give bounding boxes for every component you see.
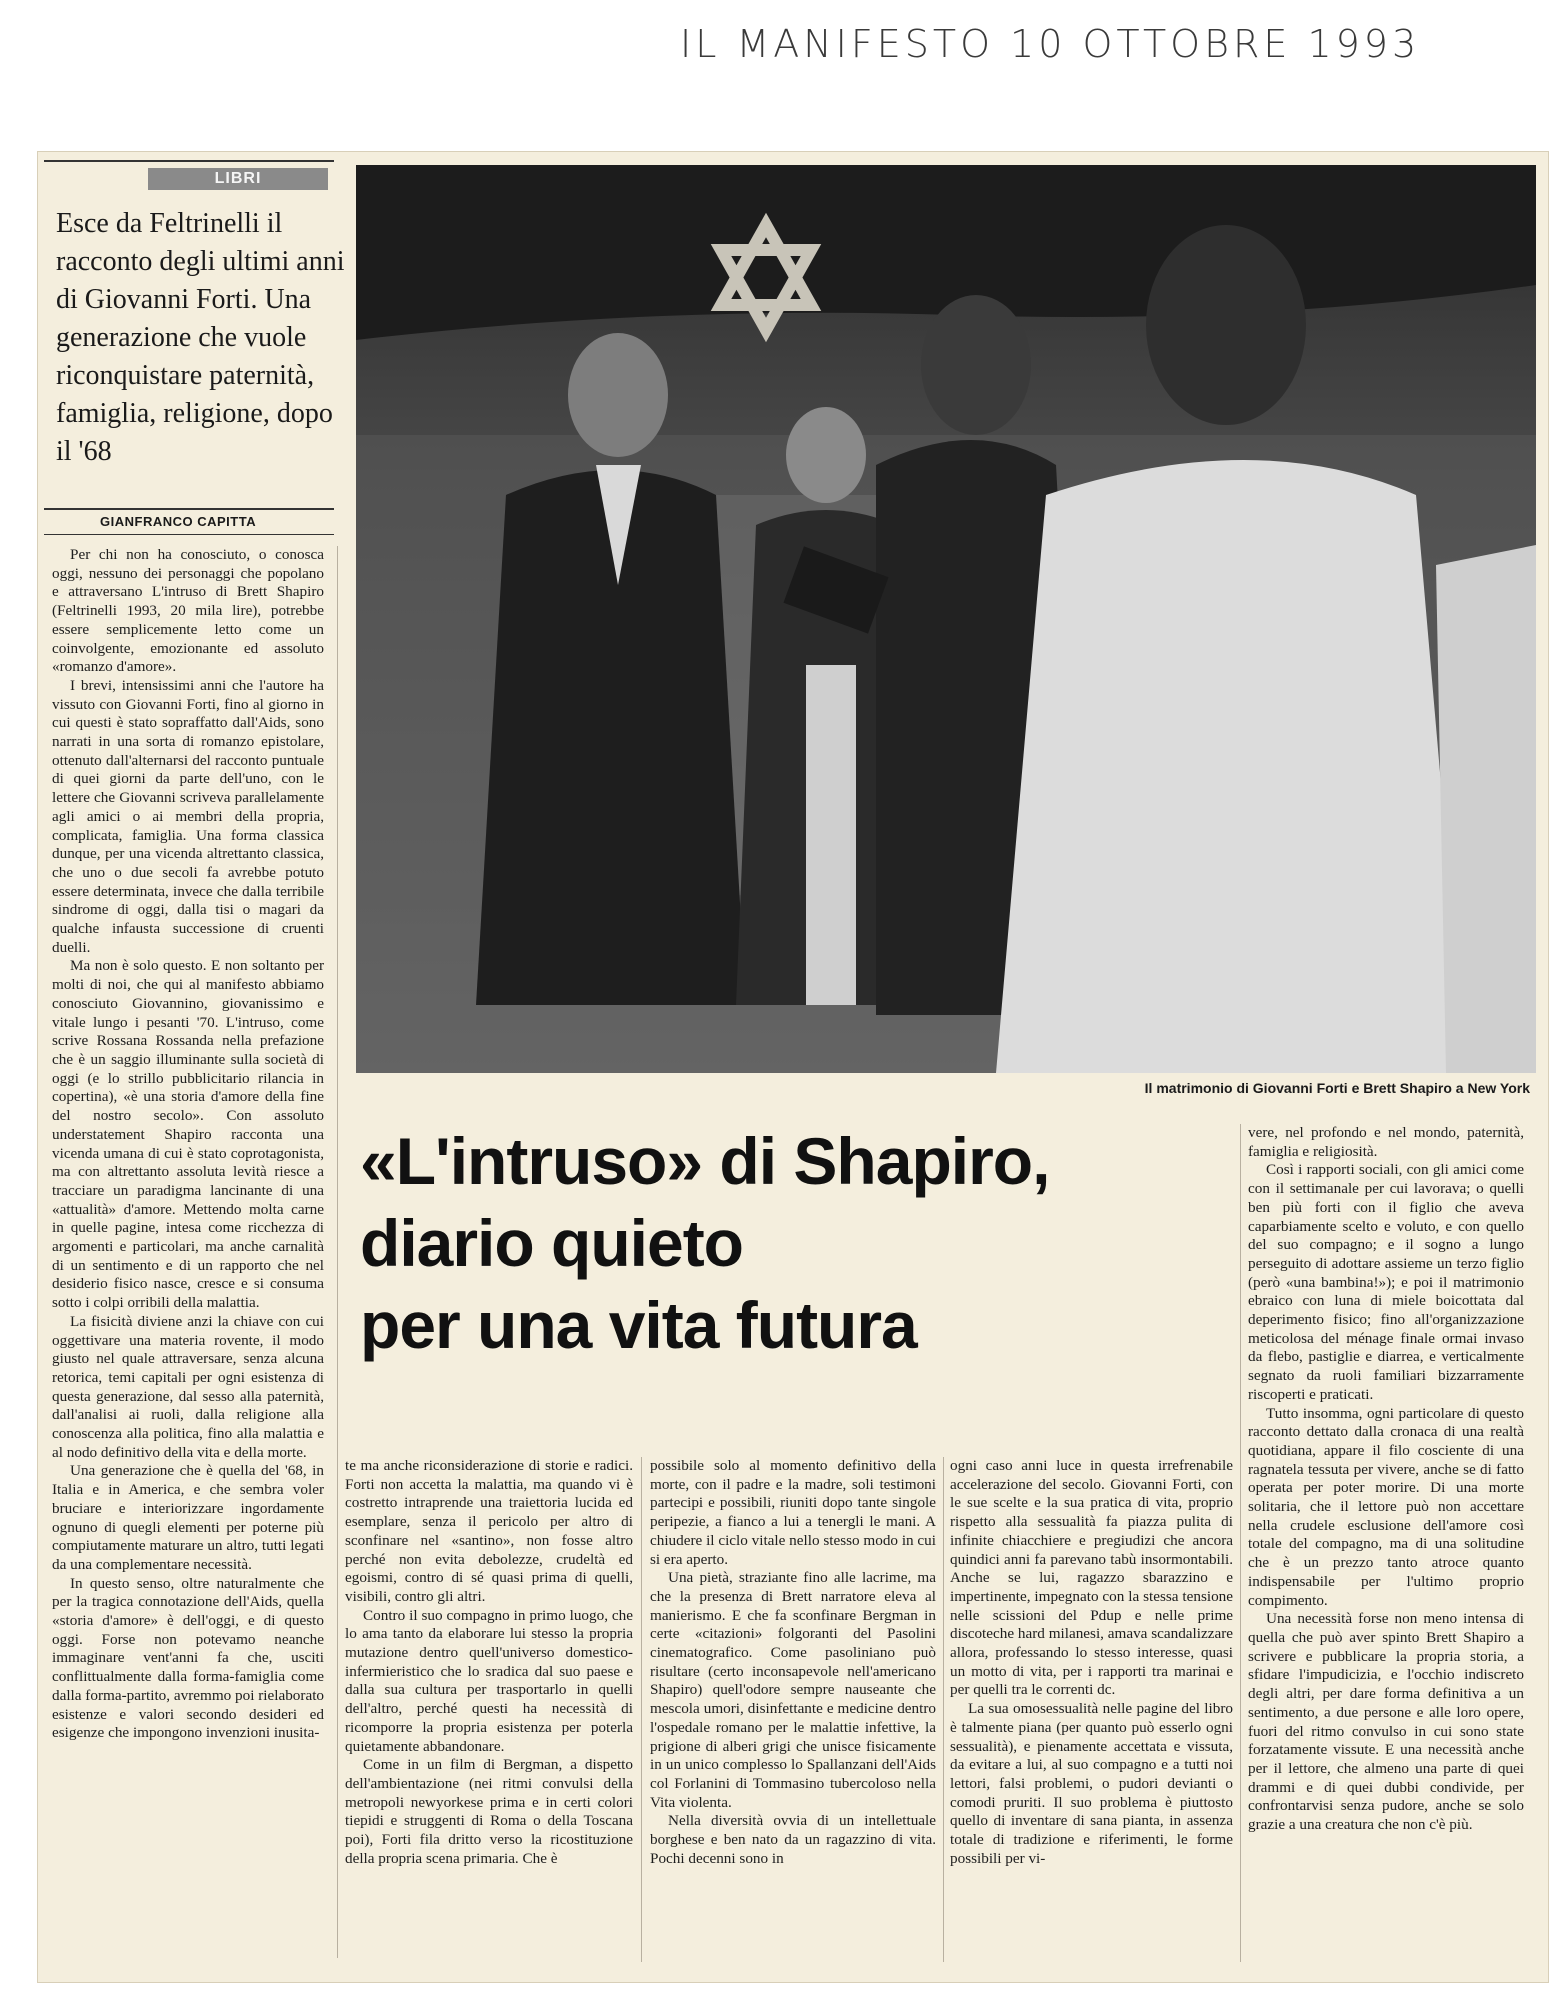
text-column-2 bbox=[345, 1457, 633, 1962]
headline-line-1: «L'intruso» di Shapiro, bbox=[360, 1124, 1050, 1198]
headline bbox=[360, 1120, 1240, 1366]
text-column-1 bbox=[52, 546, 324, 1958]
article-paragraph: I brevi, intensissimi anni che l'autore ha vissuto con Giovanni Forti, fino al giorno in cui questi è stato sopraffatto dall'Aids, sono narrati in una sorta di romanzo epistolare, ottenuto dall'alternarsi del racconto puntuale di quei giorni da parte dell'uno, con le lettere che Giovanni scriveva parallelamente agli amici o ai membri della propria, complicata, famiglia. Una forma classica dunque, per una vicenda altrettanto classica, che uno o due secoli fa avrebbe potuto essere determinata, invece che dalla terribile sindrome di oggi, dalla tisi o magari da qualche infausta successione di cruenti duelli. bbox=[52, 676, 324, 956]
article-paragraph: Una pietà, straziante fino alle lacrime, ma che la presenza di Brett narratore eleva al manierismo. E che fa sconfinare Bergman in certe «citazioni» folgoranti del Pasolini cinematografico. Come pasoliniano può risultare (certo inconsapevole nell'americano Shapiro) quell'odore sempre nauseante che mescola umori, disinfettante e medicine dentro l'ospedale romano per le malattie infettive, la prigione di alberi grigi che unisce fisicamente in un unico complesso lo Spallanzani dell'Aids col Forlanini di Tommasino tubercoloso nella Vita violenta. bbox=[650, 1569, 936, 1811]
handwritten-date-note: IL MANIFESTO 10 OTTOBRE 1993 bbox=[680, 22, 1421, 66]
article-paragraph: possibile solo al momento definitivo della morte, con il padre e la madre, soli testimoni partecipi e possibili, riuniti dopo tante singole peripezie, a fianco a lui a tenergli le mani. A chiudere il ciclo vitale nello stesso modo in cui si era aperto. bbox=[650, 1457, 936, 1568]
article-paragraph: La fisicità diviene anzi la chiave con cui oggettivare una materia rovente, il modo giusto nel quale attraversare, senza alcuna retorica, temi capitali per ogni esistenza di questa generazione, dal sesso alla paternità, dall'analisi ai ruoli, dalla religione alla conoscenza alla politica, fino alla malattia e al nodo definitivo della vita e della morte. bbox=[52, 1312, 324, 1461]
text-column-4 bbox=[950, 1457, 1233, 1962]
article-paragraph: vere, nel profondo e nel mondo, paternità, famiglia e religiosità. bbox=[1248, 1124, 1524, 1160]
section-tag: LIBRI bbox=[148, 168, 328, 190]
wedding-photo bbox=[356, 165, 1536, 1073]
article-paragraph: Per chi non ha conosciuto, o conosca oggi, nessuno dei personaggi che popolano e attraversano L'intruso di Brett Shapiro (Feltrinelli 1993, 20 mila lire), potrebbe essere semplicemente letto come un coinvolgente, emozionante ed assoluto «romanzo d'amore». bbox=[52, 546, 324, 676]
article-paragraph: Tutto insomma, ogni particolare di questo racconto dettato dalla cronaca di una realtà quotidiana, appare il filo cosciente di una ragnatela tessuta per vivere, anche se di fatto operata per poter morire. Di una morte solitaria, che il lettore può non accettare nella crudele esclusione dell'amore così totale del compagno, ma di una solitudine che è un prezzo tanto atroce quanto indispensabile per l'ultimo proprio compimento. bbox=[1248, 1404, 1524, 1609]
article-paragraph: Come in un film di Bergman, a dispetto dell'ambientazione (nei ritmi convulsi della metropoli newyorkese prima e in certi colori tiepidi e struggenti di Roma o della Toscana poi), Forti fila dritto verso la ricostituzione della propria scena primaria. Che è bbox=[345, 1756, 633, 1867]
column-divider bbox=[943, 1457, 944, 1962]
article-paragraph: Una necessità forse non meno intensa di quella che può aver spinto Brett Shapiro a scrivere e pubblicare la propria storia, a sfidare l'impudicizia, e l'occhio indiscreto degli altri, per dare forma definitiva a un sentimento, a due persone e alle loro opere, fuori del ritmo convulso in cui sono state forzatamente vissute. E una necessità anche per il lettore, che almeno una parte di quei drammi e di quei dubbi condivide, per confrontarvisi senza pudore, anche se solo grazie a una creatura che non c'è più. bbox=[1248, 1610, 1524, 1834]
article-paragraph: Una generazione che è quella del '68, in Italia e in America, e che sembra voler bruciare e interiorizzare ingordamente ognuno di quegli elementi per poterne più compiutamente maturare un altro, tutti legati da una complementare necessità. bbox=[52, 1462, 324, 1573]
article-paragraph: Contro il suo compagno in primo luogo, che lo ama tanto da elaborare lui stesso la propria mutazione dentro quell'universo domestico-infermieristico che lo sradica dal suo paese e dalla sua cultura per trasportarlo in quelli dell'altro, perché questi ha necessità di ricomporre la propria esistenza per poterla quietamente abbandonare. bbox=[345, 1606, 633, 1755]
text-column-5 bbox=[1248, 1124, 1524, 1962]
column-divider bbox=[337, 546, 338, 1958]
headline-line-2: diario quieto bbox=[360, 1206, 743, 1280]
article-paragraph: Ma non è solo questo. E non soltanto per molti di noi, che qui al manifesto abbiamo conosciuto Giovannino, giovanissimo e vitale lungo i pesanti '70. L'intruso, come scrive Rossana Rossanda nella prefazione che è un saggio illuminante sulla società di oggi (e lo strillo pubblicitario rilancia in copertina), «è una storia d'amore della fine del nostro secolo». Con assoluto understatement Shapiro racconta una vicenda umana di cui è stato coprotagonista, ma con altrettanto assoluta levità riesce a tracciare un paradigma lancinante di una «attualità» d'amore. Mettendo molta carne in quelle pagine, intesa come ricchezza di argomenti e particolari, ma anche carnalità di un sentimento e di un rapporto che nel desiderio fisico nasce, cresce e si consuma sotto i colpi orribili della malattia. bbox=[52, 957, 324, 1312]
article-paragraph: te ma anche riconsiderazione di storie e radici. Forti non accetta la malattia, ma quando vi è costretto intraprende una traiettoria lucida ed esemplare, senza il pericolo per altro di sconfinare nel «santino», non fosse altro perché non evita debolezze, crudeltà ed egoismi, contro di sé quasi prima di quelli, visibili, contro gli altri. bbox=[345, 1457, 633, 1605]
article-paragraph: Nella diversità ovvia di un intellettuale borghese e ben nato da un ragazzino di vita. Pochi decenni sono in bbox=[650, 1812, 936, 1867]
byline-rule bbox=[44, 534, 334, 535]
byline: GIANFRANCO CAPITTA bbox=[100, 514, 257, 529]
text-column-3 bbox=[650, 1457, 936, 1962]
column-divider bbox=[1240, 1124, 1241, 1962]
article-paragraph: ogni caso anni luce in questa irrefrenabile accelerazione del secolo. Giovanni Forti, con le sue scelte e la sua pratica di vita, proprio rispetto alla sessualità fa piazza pulita di infinite chiacchiere e pregiudizi che ancora quindici anni fa parevano tabù insormontabili. Anche se lui, ragazzo sbarazzino e impertinente, impegnato con la stessa tensione nelle scissioni del Pdup e nelle prime discoteche hard milanesi, amava scandalizzare allora, professando lo stesso interesse, quasi un motto di vita, per i rapporti tra marinai e per quelli tra le correnti dc. bbox=[950, 1457, 1233, 1699]
article-paragraph: La sua omosessualità nelle pagine del libro è talmente piana (per quanto può esserlo ogni sessualità), e pienamente accettata e vissuta, da evitare a lui, al suo compagno e a tutti noi lettori, falsi problemi, o pudori devianti o comodi pruriti. Il suo problema è piuttosto quello di inventare di sana pianta, in assenza totale di tradizione e riferimenti, le forme possibili per vi- bbox=[950, 1700, 1233, 1867]
headline-line-3: per una vita futura bbox=[360, 1288, 917, 1362]
article-deck: Esce da Feltrinelli il racconto degli ultimi anni di Giovanni Forti. Una generazione che vuole riconquistare paternità, famiglia, religione, dopo il '68 bbox=[56, 208, 345, 467]
deck-rule bbox=[44, 508, 334, 510]
photo-caption: Il matrimonio di Giovanni Forti e Brett Shapiro a New York bbox=[1144, 1080, 1530, 1096]
column-divider bbox=[641, 1457, 642, 1962]
top-rule bbox=[44, 160, 334, 162]
article-paragraph: In questo senso, oltre naturalmente che per la tragica connotazione dell'Aids, quella «storia d'amore» è dell'oggi, e di questo oggi. Forse non potevamo neanche immaginare vent'anni fa che, usciti conflittualmente dalla forma-famiglia come dalla forma-partito, avremmo poi rielaborato esistenze e valori secondo desideri ed esigenze che impongono invenzioni inusita- bbox=[52, 1574, 324, 1742]
article-paragraph: Così i rapporti sociali, con gli amici come con il settimanale per cui lavorava; o quelli ben più forti con il figlio che aveva caparbiamente scelto e voluto, e con quello del suo compagno; e il sogno a lungo perseguito di adottare assieme un terzo figlio (però «una bambina!»); e poi il matrimonio ebraico con luna di miele boicottata dal deperimento fisico; fino all'organizzazione meticolosa del ménage finale ormai invaso da flebo, pastiglie e diarrea, e verticalmente segnato da ruoli familiari bizzarramente riscoperti e praticati. bbox=[1248, 1161, 1524, 1403]
